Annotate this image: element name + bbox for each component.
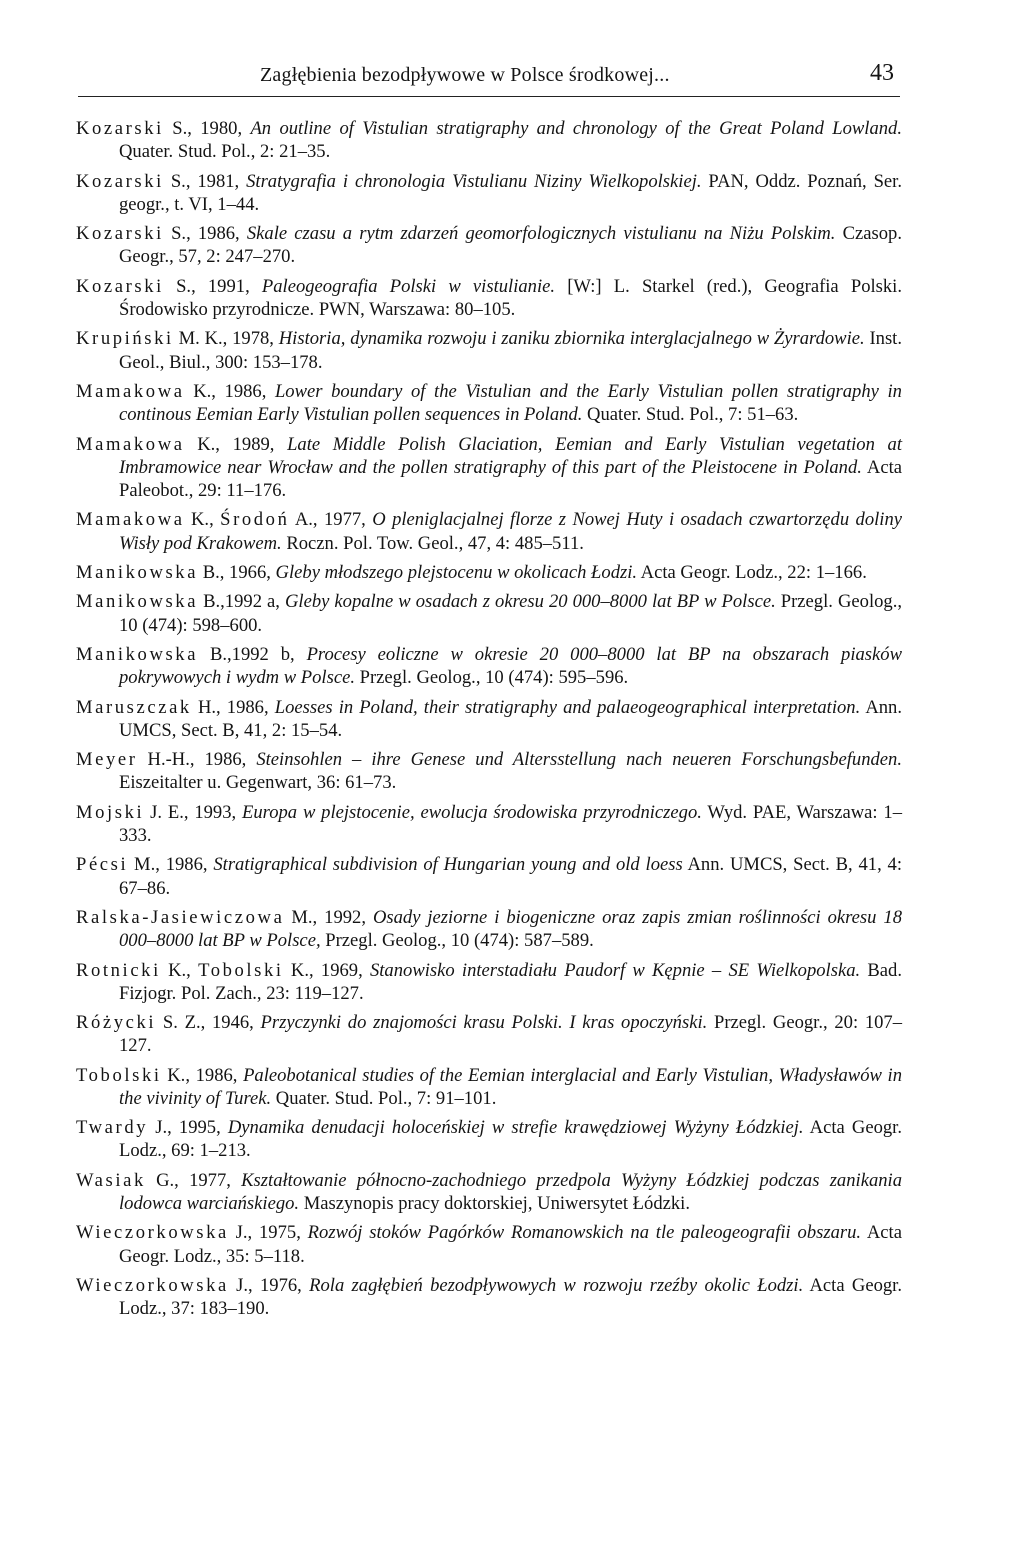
reference-title: Rola zagłębień bezodpływowych w rozwoju rzeźby okolic Łodzi. (309, 1275, 804, 1297)
reference-author: Tobolski (76, 1064, 162, 1086)
reference-author: Twardy (76, 1117, 149, 1139)
reference-entry (76, 327, 902, 373)
reference-title: Stanowisko interstadiału Paudorf w Kępnie – SE Wielkopolska. (369, 959, 861, 981)
reference-lead: B.,1992 a, (198, 591, 285, 613)
reference-author: Manikowska (76, 591, 199, 613)
reference-rest: Ann. UMCS, Sect. B, 41, 2: 15–54. (119, 696, 902, 741)
reference-author: Mamakowa (76, 509, 185, 531)
reference-rest: Eiszeitalter u. Gegenwart, 36: 61–73. (119, 772, 397, 794)
reference-rest: Przegl. Geogr., 20: 107–127. (119, 1012, 903, 1057)
reference-rest: Quater. Stud. Pol., 2: 21–35. (119, 141, 331, 163)
reference-lead: S., 1980, (163, 118, 251, 139)
reference-entry (76, 853, 902, 899)
reference-entry (76, 959, 902, 1005)
reference-rest: Acta Geogr. Lodz., 69: 1–213. (119, 1117, 902, 1162)
reference-rest: Acta Geogr. Lodz., 37: 183–190. (119, 1275, 902, 1320)
reference-author: Wasiak (76, 1169, 146, 1191)
reference-rest: Przegl. Geolog., 10 (474): 587–589. (320, 930, 594, 952)
reference-lead: H., 1986, (191, 696, 275, 718)
reference-entry (76, 906, 902, 952)
reference-lead: J., 1975, (228, 1222, 308, 1244)
reference-lead: A., 1977, (289, 509, 373, 531)
reference-entry (76, 380, 902, 426)
reference-author: Krupiński (76, 328, 174, 350)
reference-lead: K., 1969, (283, 959, 370, 981)
reference-rest: Bad. Fizjogr. Pol. Zach., 23: 119–127. (119, 959, 902, 1004)
reference-title: Late Middle Polish Glaciation, Eemian and Early Vistulian vegetation at Imbramowice near Wrocław and the pollen stratigraphy of this part of the Pleistocene in Poland. (119, 433, 902, 478)
reference-author: Wieczorkowska (76, 1222, 229, 1244)
reference-lead: S., 1981, (163, 170, 247, 192)
reference-lead: H.-H., 1986, (137, 749, 257, 771)
reference-title: Stratigraphical subdivision of Hungarian young and old loess (213, 854, 683, 876)
reference-lead: K., 1986, (161, 1064, 244, 1086)
reference-author: Kozarski (76, 170, 164, 192)
reference-author: Pécsi (76, 854, 129, 876)
reference-title: Rozwój stoków Pagórków Romanowskich na tle paleogeografii obszaru. (307, 1222, 862, 1244)
reference-entry (76, 222, 902, 268)
reference-entry (76, 1169, 902, 1215)
reference-lead: G., 1977, (145, 1169, 242, 1191)
reference-title: Lower boundary of the Vistulian and the Early Vistulian pollen stratigraphy in continous Eemian Early Vistulian pollen sequences in Poland. (119, 380, 902, 426)
reference-lead: J., 1976, (228, 1275, 310, 1297)
reference-title: An outline of Vistulian stratigraphy and chronology of the Great Poland Lowland. (250, 118, 902, 139)
reference-entry (76, 1011, 902, 1057)
reference-lead: K., (160, 959, 199, 981)
reference-lead: K., (184, 509, 221, 531)
reference-lead: S., 1991, (163, 275, 262, 297)
reference-author: Mamakowa (76, 433, 185, 455)
reference-title: Steinsohlen – ihre Genese und Altersstellung nach neueren Forschungsbefunden. (256, 749, 903, 771)
reference-entry (76, 1274, 902, 1320)
reference-lead: K., 1989, (184, 433, 288, 455)
reference-author: Meyer (76, 749, 138, 771)
reference-entry (76, 696, 902, 742)
reference-second-author: Tobolski (198, 959, 284, 981)
reference-title: Gleby kopalne w osadach z okresu 20 000–8000 lat BP w Polsce. (284, 591, 776, 613)
page-number: 43 (870, 60, 894, 86)
reference-entry (76, 801, 902, 847)
reference-entry (76, 275, 902, 321)
running-header (78, 60, 900, 98)
reference-rest: Czasop. Geogr., 57, 2: 247–270. (119, 223, 902, 268)
reference-entry (76, 170, 902, 216)
reference-title: O pleniglacjalnej florze z Nowej Huty i osadach czwartorzędu doliny Wisły pod Krakowem. (119, 509, 903, 554)
reference-list (76, 117, 902, 1327)
reference-rest: Inst. Geol., Biul., 300: 153–178. (119, 328, 902, 373)
reference-title: Osady jeziorne i biogeniczne oraz zapis zmian roślinności okresu 18 000–8000 lat BP w Polsce, (119, 906, 902, 952)
reference-lead: M. K., 1978, (173, 328, 279, 350)
reference-lead: S., 1986, (163, 223, 247, 245)
reference-author: Mamakowa (76, 380, 185, 402)
header-rule (78, 96, 900, 97)
reference-author: Ralska-Jasiewiczowa (76, 906, 285, 928)
reference-rest: Quater. Stud. Pol., 7: 91–101. (271, 1087, 497, 1109)
reference-title: Procesy eoliczne w okresie 20 000–8000 lat BP na obszarach piasków pokrywowych i wydm w Polsce. (119, 643, 902, 689)
reference-rest: Wyd. PAE, Warszawa: 1–333. (119, 801, 903, 846)
reference-lead: J. E., 1993, (144, 801, 243, 823)
reference-entry (76, 117, 902, 163)
reference-author: Maruszczak (76, 696, 192, 718)
reference-title: Loesses in Poland, their stratigraphy and palaeogeographical interpretation. (274, 696, 861, 718)
reference-rest: Maszynopis pracy doktorskiej, Uniwersytet Łódzki. (299, 1193, 690, 1215)
reference-author: Wieczorkowska (76, 1275, 229, 1297)
reference-author: Rotnicki (76, 959, 161, 981)
reference-rest: PAN, Oddz. Poznań, Ser. geogr., t. VI, 1–44. (119, 170, 902, 215)
reference-rest: Ann. UMCS, Sect. B, 41, 4: 67–86. (119, 854, 902, 899)
reference-entry (76, 561, 902, 584)
reference-entry (76, 1116, 902, 1162)
reference-author: Różycki (76, 1012, 157, 1034)
running-header-title: Zagłębienia bezodpływowe w Polsce środkowej... (260, 64, 670, 86)
reference-lead: S. Z., 1946, (156, 1012, 261, 1034)
reference-entry (76, 748, 902, 794)
reference-rest: Roczn. Pol. Tow. Geol., 47, 4: 485–511. (281, 532, 584, 554)
reference-title: Paleogeografia Polski w vistulianie. (261, 275, 556, 297)
reference-author: Mojski (76, 801, 145, 823)
reference-author: Kozarski (76, 223, 164, 245)
reference-rest: Przegl. Geolog., 10 (474): 595–596. (355, 667, 629, 689)
reference-title: Gleby młodszego plejstocenu w okolicach Łodzi. (275, 561, 638, 583)
reference-entry (76, 643, 902, 689)
reference-rest: Acta Geogr. Lodz., 35: 5–118. (119, 1222, 902, 1267)
reference-lead: K., 1986, (184, 380, 275, 402)
reference-author: Kozarski (76, 118, 164, 139)
reference-entry (76, 590, 902, 636)
reference-entry (76, 508, 902, 554)
reference-lead: B.,1992 b, (198, 643, 307, 665)
reference-title: Paleobotanical studies of the Eemian interglacial and Early Vistulian, Władysławów in the vivinity of Turek. (119, 1064, 902, 1109)
reference-entry (76, 1064, 902, 1110)
reference-lead: B., 1966, (198, 561, 276, 583)
reference-entry (76, 1221, 902, 1267)
reference-author: Manikowska (76, 643, 199, 665)
reference-lead: M., 1986, (128, 854, 214, 876)
reference-rest: Acta Paleobot., 29: 11–176. (119, 456, 902, 501)
reference-rest: Acta Geogr. Lodz., 22: 1–166. (637, 561, 867, 583)
reference-title: Stratygrafia i chronologia Vistulianu Niziny Wielkopolskiej. (246, 170, 702, 192)
reference-second-author: Środoń (220, 509, 290, 531)
reference-title: Historia, dynamika rozwoju i zaniku zbiornika interglacjalnego w Żyrardowie. (278, 328, 865, 350)
reference-rest: Przegl. Geolog., 10 (474): 598–600. (119, 591, 902, 636)
reference-rest: [W:] L. Starkel (red.), Geografia Polski. Środowisko przyrodnicze. PWN, Warszawa: 80–105. (119, 275, 903, 320)
reference-author: Kozarski (76, 275, 164, 297)
reference-author: Manikowska (76, 561, 199, 583)
reference-title: Przyczynki do znajomości krasu Polski. I kras opoczyński. (260, 1012, 708, 1034)
reference-title: Dynamika denudacji holoceńskiej w strefie krawędziowej Wyżyny Łódzkiej. (227, 1117, 804, 1139)
reference-rest: Quater. Stud. Pol., 7: 51–63. (582, 404, 799, 426)
reference-title: Europa w plejstocenie, ewolucja środowiska przyrodniczego. (242, 801, 702, 823)
reference-entry (76, 433, 902, 503)
reference-title: Skale czasu a rytm zdarzeń geomorfologicznych vistulianu na Niżu Polskim. (246, 223, 836, 245)
reference-lead: J., 1995, (148, 1117, 228, 1139)
reference-title: Kształtowanie północno-zachodniego przedpola Wyżyny Łódzkiej podczas zanikania lodowca warciańskiego. (119, 1169, 902, 1215)
reference-lead: M., 1992, (284, 906, 373, 928)
